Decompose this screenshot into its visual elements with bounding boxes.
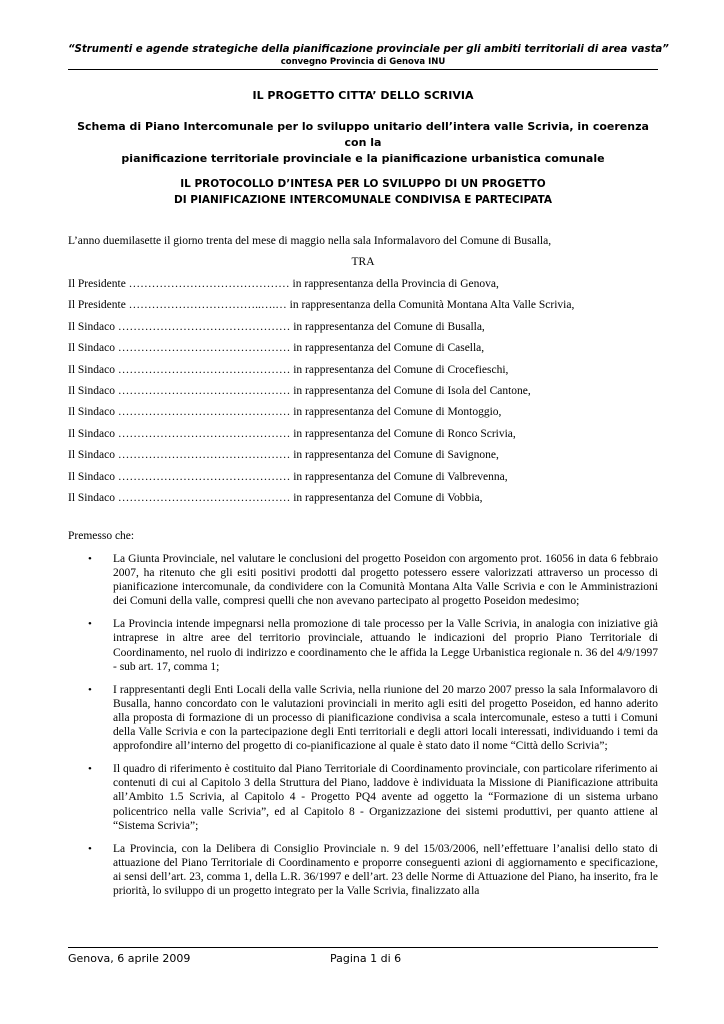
intro-paragraph: L’anno duemilasette il giorno trenta del mese di maggio nella sala Informalavoro del Comune di Busalla,: [68, 235, 552, 247]
list-item-text: La Provincia, con la Delibera di Consiglio Provinciale n. 9 del 15/03/2006, nell’effettuare l’analisi dello stato di attuazione del Piano Territoriale di Coordinamento e proporre conseguenti azioni di aggiornamento e specificazione, ai sensi dell’art. 23, comma 1, della L.R. 36/1997 e dell’art. 23 delle Norme di Attuazione del Piano, ha inserito, fra le priorità, lo sviluppo di un progetto integrato per la Valle Scrivia, finalizzato alla: [113, 842, 658, 897]
party-line: Il Sindaco ……………………………………… in rappresentanza del Comune di Crocefieschi,: [68, 364, 509, 376]
party-line: Il Sindaco ……………………………………… in rappresentanza del Comune di Isola del Cantone,: [68, 385, 531, 397]
list-item-text: Il quadro di riferimento è costituito dal Piano Territoriale di Coordinamento provinciale, con particolare riferimento ai contenuti di cui al Capitolo 3 della Struttura del Piano, laddove è individuata la Missione di Pianificazione attribuita all’Ambito 1.5 Scrivia, al Capitolo 4 - Progetto PQ4 avente ad oggetto la “Formazione di un sistema urbano policentrico nella valle Scrivia”, ed al Capitolo 8 - Organizzazione dei sistemi produttivi, per quanto attiene al “Sistema Scrivia”;: [113, 763, 658, 832]
tra-label: TRA: [351, 256, 375, 268]
header-divider: [68, 69, 658, 70]
list-item-text: I rappresentanti degli Enti Locali della valle Scrivia, nella riunione del 20 marzo 2007 presso la sala Informalavoro di Busalla, hanno concordato con le valutazioni provinciali in merito agli esiti del progetto Poseidon, ed hanno aderito alla proposta di formazione di un processo di pianificazione condivisa a scala intercomunale, esteso a tutti i Comuni della Valle Scrivia e con la partecipazione degli Enti territoriali e degli attori locali interessati, individuando i temi da approfondire all’interno del progetto di co-pianificazione al quale è stato dato il nome “Città dello Scrivia”;: [113, 683, 658, 753]
party-line: Il Sindaco ……………………………………… in rappresentanza del Comune di Montoggio,: [68, 406, 502, 418]
footer-divider: [68, 947, 658, 948]
header-conference-title: “Strumenti e agende strategiche della pianificazione provinciale per gli ambiti territoriali di area vasta”: [68, 44, 669, 55]
header-conference-subtitle: convegno Provincia di Genova INU: [280, 57, 446, 67]
subtitle-line-2: pianificazione territoriale provinciale e la pianificazione urbanistica comunale: [121, 152, 605, 165]
party-line: Il Presidente …………………………………… in rappresentanza della Provincia di Genova,: [68, 278, 499, 290]
bullet-icon: •: [88, 683, 92, 696]
bullet-icon: •: [88, 842, 92, 855]
footer-date: Genova, 6 aprile 2009: [68, 952, 191, 965]
bullet-icon: •: [88, 763, 92, 776]
list-item: [68, 552, 658, 608]
page-header: [68, 43, 669, 68]
party-line: Il Sindaco ……………………………………… in rappresentanza del Comune di Busalla,: [68, 321, 485, 333]
list-item: [68, 617, 658, 673]
bullet-icon: •: [88, 553, 92, 565]
party-line: Il Sindaco ……………………………………… in rappresentanza del Comune di Ronco Scrivia,: [68, 428, 516, 440]
list-item: [68, 683, 658, 753]
party-line: Il Sindaco ……………………………………… in rappresentanza del Comune di Savignone,: [68, 449, 499, 461]
protocol-heading-line-1: IL PROTOCOLLO D’INTESA PER LO SVILUPPO DI UN PROGETTO: [180, 178, 546, 190]
bullet-icon: •: [88, 618, 92, 631]
list-item-text: La Giunta Provinciale, nel valutare le conclusioni del progetto Poseidon con argomento prot. 16056 in data 6 febbraio 2007, ha ritenuto che gli esiti positivi prodotti dal progetto potessero essere valorizzati attraverso un processo di pianificazione intercomunale, da condividere con la Comunità Montana Alta Valle Scrivia e con le Amministrazioni dei Comuni della valle, compresi quelli che non avevano partecipato al progetto Poseidon medesimo;: [113, 553, 658, 608]
protocol-heading-line-2: DI PIANIFICAZIONE INTERCOMUNALE CONDIVISA E PARTECIPATA: [173, 194, 552, 206]
list-item: [68, 842, 658, 898]
protocol-heading: [68, 176, 658, 208]
premises-list: [68, 552, 658, 907]
document-subtitle: [68, 119, 658, 167]
party-line: Il Sindaco ……………………………………… in rappresentanza del Comune di Casella,: [68, 342, 485, 354]
list-item-text: La Provincia intende impegnarsi nella promozione di tale processo per la Valle Scrivia, in analogia con iniziative già intraprese in altre aree del territorio provinciale, attuando le indicazioni del proprio Piano Territoriale di Coordinamento, nel ruolo di indirizzo e coordinamento che le affida la Legge Urbanistica regionale n. 36 del 4/9/1997 - sub art. 17, comma 1;: [113, 618, 658, 673]
footer-page-number: Pagina 1 di 6: [330, 952, 402, 965]
list-item: [68, 762, 658, 832]
party-line: Il Sindaco ……………………………………… in rappresentanza del Comune di Vobbia,: [68, 492, 483, 504]
party-line: Il Sindaco ……………………………………… in rappresentanza del Comune di Valbrevenna,: [68, 471, 508, 483]
document-title: IL PROGETTO CITTA’ DELLO SCRIVIA: [252, 89, 474, 102]
premesso-heading: Premesso che:: [68, 530, 135, 542]
party-line: Il Presidente ……………………………..….… in rappresentanza della Comunità Montana Alta Valle Scrivia,: [68, 299, 575, 311]
subtitle-line-1: Schema di Piano Intercomunale per lo sviluppo unitario dell’intera valle Scrivia, in coerenza con la: [77, 120, 649, 149]
